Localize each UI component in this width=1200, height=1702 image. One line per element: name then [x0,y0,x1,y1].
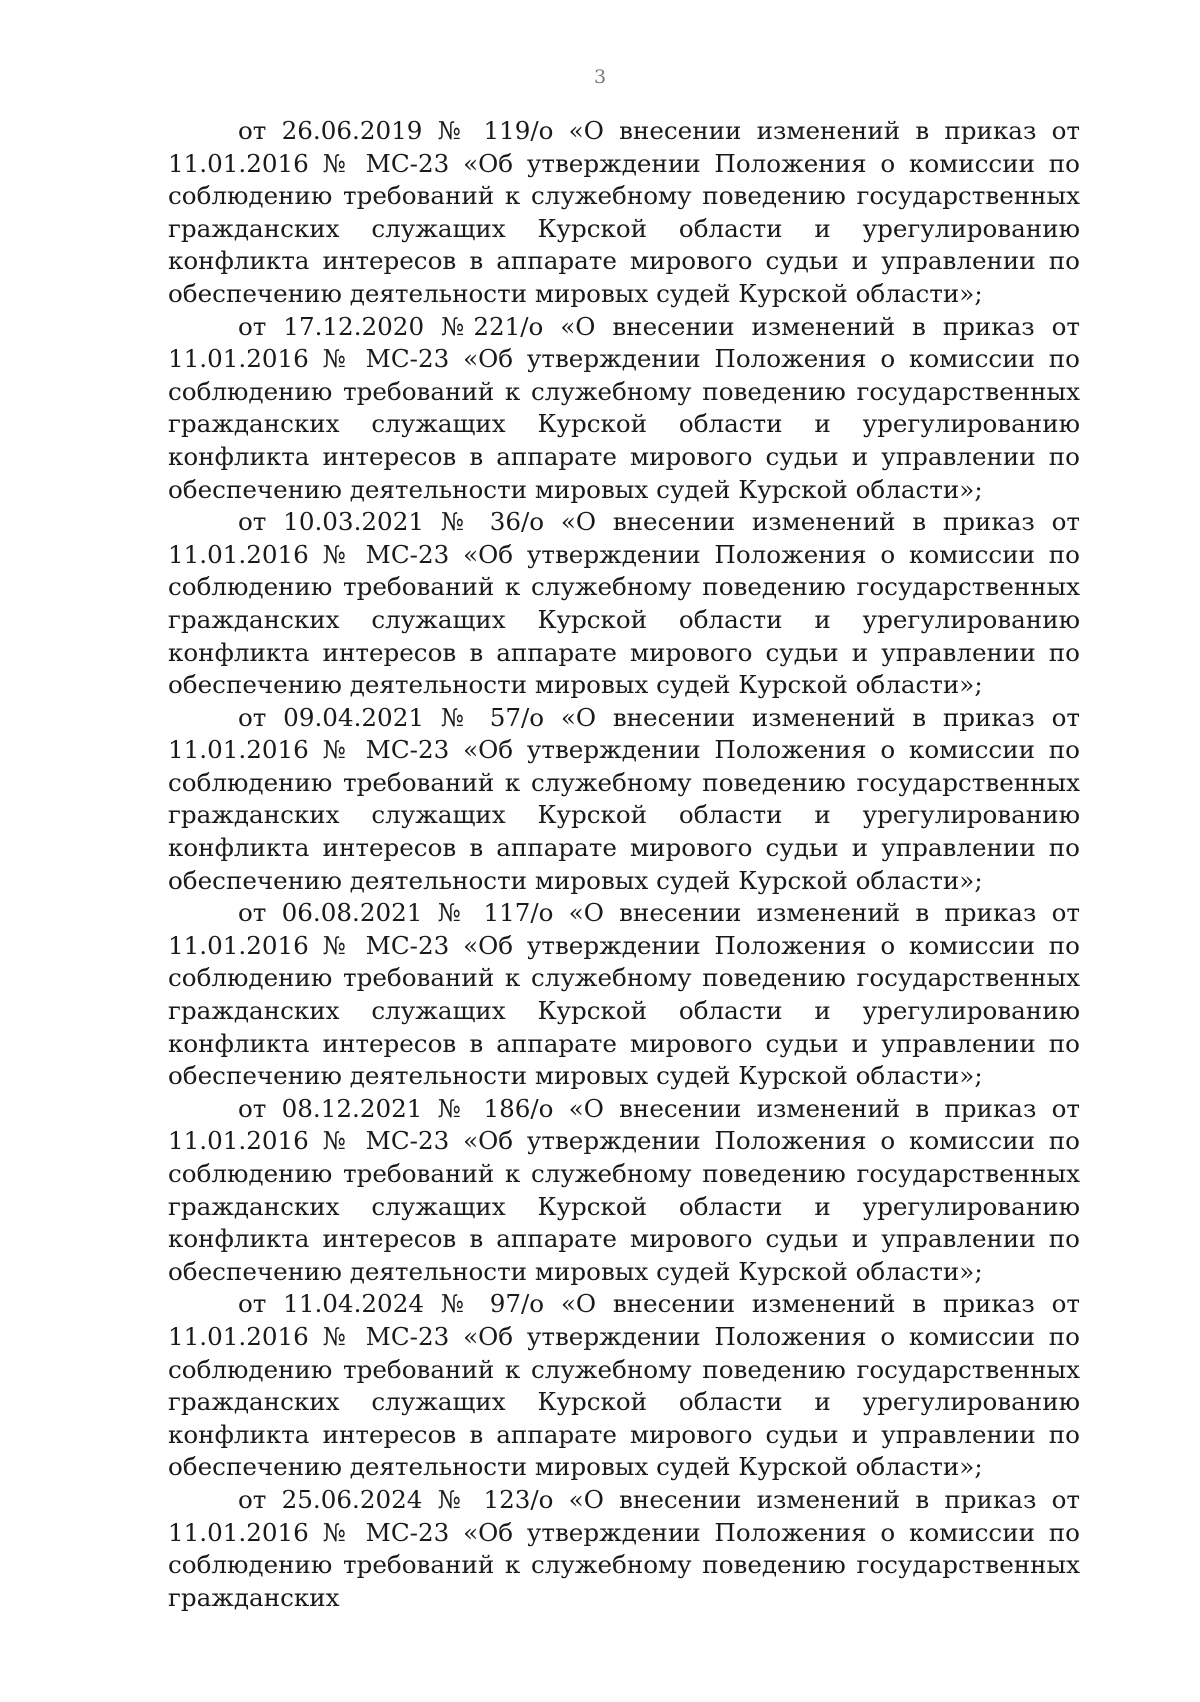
order-paragraph: от 08.12.2021 № 186/о «О внесении изменений в приказ от 11.01.2016 № МС-23 «Об утверждении Положения о комиссии по соблюдению требований к служебному поведению государственных гражданских служащих Курской области и урегулированию конфликта интересов в аппарате мирового судьи и управлении по обеспечению деятельности мировых судей Курской области»; [168,1093,1080,1286]
order-paragraph: от 26.06.2019 № 119/о «О внесении изменений в приказ от 11.01.2016 № МС-23 «Об утверждении Положения о комиссии по соблюдению требований к служебному поведению государственных гражданских служащих Курской области и урегулированию конфликта интересов в аппарате мирового судьи и управлении по обеспечению деятельности мировых судей Курской области»; [168,116,1080,308]
order-paragraph: от 09.04.2021 № 57/о «О внесении изменений в приказ от 11.01.2016 № МС-23 «Об утверждении Положения о комиссии по соблюдению требований к служебному поведению государственных гражданских служащих Курской области и урегулированию конфликта интересов в аппарате мирового судьи и управлении по обеспечению деятельности мировых судей Курской области»; [168,702,1080,895]
order-paragraph: от 25.06.2024 № 123/о «О внесении изменений в приказ от 11.01.2016 № МС-23 «Об утверждении Положения о комиссии по соблюдению требований к служебному поведению государственных гражданских [168,1484,1080,1612]
order-paragraph: от 06.08.2021 № 117/о «О внесении изменений в приказ от 11.01.2016 № МС-23 «Об утверждении Положения о комиссии по соблюдению требований к служебному поведению государственных гражданских служащих Курской области и урегулированию конфликта интересов в аппарате мирового судьи и управлении по обеспечению деятельности мировых судей Курской области»; [168,898,1080,1091]
order-paragraph: от 11.04.2024 № 97/о «О внесении изменений в приказ от 11.01.2016 № МС-23 «Об утверждении Положения о комиссии по соблюдению требований к служебному поведению государственных гражданских служащих Курской области и урегулированию конфликта интересов в аппарате мирового судьи и управлении по обеспечению деятельности мировых судей Курской области»; [168,1289,1080,1482]
order-paragraph: от 10.03.2021 № 36/о «О внесении изменений в приказ от 11.01.2016 № МС-23 «Об утверждении Положения о комиссии по соблюдению требований к служебному поведению государственных гражданских служащих Курской области и урегулированию конфликта интересов в аппарате мирового судьи и управлении по обеспечению деятельности мировых судей Курской области»; [168,507,1080,700]
order-paragraph: от 17.12.2020 №221/о «О внесении изменений в приказ от 11.01.2016 № МС-23 «Об утверждении Положения о комиссии по соблюдению требований к служебному поведению государственных гражданских служащих Курской области и урегулированию конфликта интересов в аппарате мирового судьи и управлении по обеспечению деятельности мировых судей Курской области»; [168,311,1080,504]
document-body [168,115,1080,1614]
page-number: 3 [593,66,607,88]
